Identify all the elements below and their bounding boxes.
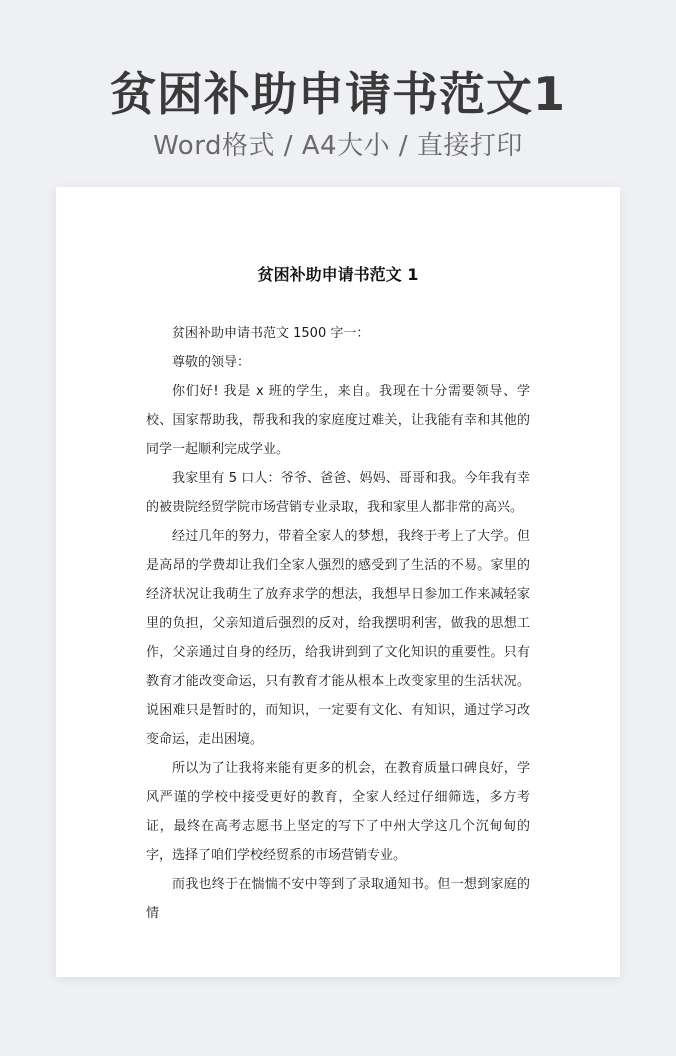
paragraph: 你们好! 我是 x 班的学生，来自。我现在十分需要领导、学校、国家帮助我，帮我和我的家庭度过难关，让我能有幸和其他的同学一起顺利完成学业。 — [146, 384, 530, 457]
header-title: 贫困补助申请书范文1 — [109, 67, 566, 121]
paragraph: 而我也终于在惴惴不安中等到了录取通知书。但一想到家庭的情 — [146, 877, 530, 921]
page-header — [0, 62, 676, 166]
document-page — [56, 187, 620, 977]
paragraph: 我家里有 5 口人：爷爷、爸爸、妈妈、哥哥和我。今年我有幸的被贵院经贸学院市场营销专业录取，我和家里人都非常的高兴。 — [146, 471, 530, 515]
paragraph: 所以为了让我将来能有更多的机会，在教育质量口碑良好，学风严谨的学校中接受更好的教育，全家人经过仔细筛选，多方考证，最终在高考志愿书上坚定的写下了中州大学这几个沉甸甸的字，选择了咱们学校经贸系的市场营销专业。 — [146, 761, 530, 863]
paragraph: 尊敬的领导： — [172, 355, 251, 370]
header-subtitle: Word格式 / A4大小 / 直接打印 — [153, 131, 523, 161]
document-body — [146, 319, 530, 928]
paragraph: 贫困补助申请书范文 1500 字一： — [172, 326, 370, 341]
paragraph: 经过几年的努力，带着全家人的梦想，我终于考上了大学。但是高昂的学费却让我们全家人强烈的感受到了生活的不易。家里的经济状况让我萌生了放弃求学的想法，我想早日参加工作来减轻家里的负担，父亲知道后强烈的反对，给我摆明利害，做我的思想工作，父亲通过自身的经历，给我讲到到了文化知识的重要性。只有教育才能改变命运，只有教育才能从根本上改变家里的生活状况。说困难只是暂时的，而知识，一定要有文化、有知识，通过学习改变命运，走出困境。 — [146, 529, 530, 747]
document-title: 贫困补助申请书范文 1 — [257, 265, 419, 284]
